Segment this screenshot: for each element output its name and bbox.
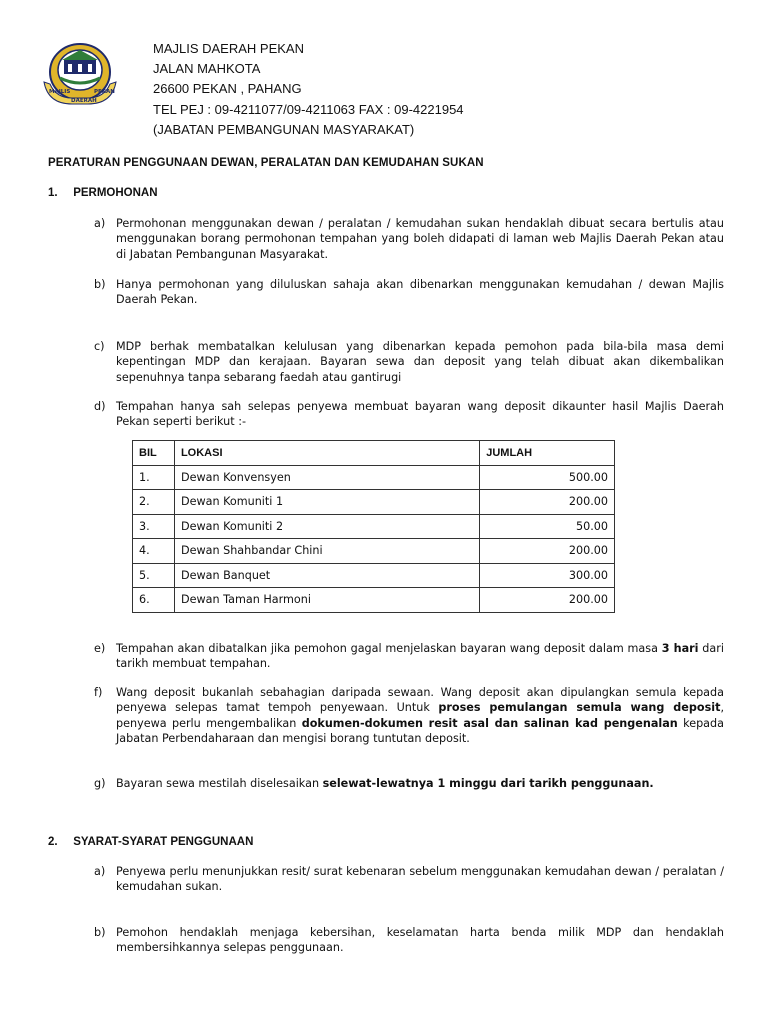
cell-bil: 3. [133, 514, 175, 539]
clause-text: Pemohon hendaklah menjaga kebersihan, keselamatan harta benda milik MDP dan hendaklah membersihkannya selepas penggunaan. [116, 926, 724, 955]
cell-lokasi: Dewan Shahbandar Chini [174, 539, 479, 564]
cell-jumlah: 200.00 [480, 588, 615, 613]
cell-jumlah: 200.00 [480, 539, 615, 564]
clause-label: g) [94, 777, 106, 790]
clause-1d [94, 399, 724, 430]
clause-label: a) [94, 217, 106, 230]
header-department: (JABATAN PEMBANGUNAN MASYARAKAT) [153, 121, 415, 137]
cell-lokasi: Dewan Komuniti 2 [174, 514, 479, 539]
table-row [133, 514, 615, 539]
clause-label: c) [94, 340, 105, 353]
table-row [133, 539, 615, 564]
section-1-title: PERMOHONAN [73, 187, 158, 199]
clause-label: b) [94, 278, 106, 291]
cell-bil: 6. [133, 588, 175, 613]
clause-label: d) [94, 400, 106, 413]
letterhead-address [153, 39, 464, 140]
clause-1a [94, 216, 724, 262]
clause-text [116, 685, 724, 747]
cell-lokasi: Dewan Komuniti 1 [174, 490, 479, 515]
clause-label: f) [94, 686, 103, 699]
clause-text-bold: dokumen-dokumen resit asal dan salinan kad pengenalan [301, 716, 678, 730]
clause-1f [94, 685, 724, 747]
clause-1b [94, 277, 724, 308]
clause-text-part: kepada Jabatan Perbendaharaan dan mengisi borang tuntutan deposit. [116, 716, 724, 746]
cell-jumlah: 500.00 [480, 465, 615, 490]
header-street: JALAN MAHKOTA [153, 61, 261, 77]
cell-bil: 1. [133, 465, 175, 490]
clause-text-bold: 3 hari [661, 642, 699, 655]
document-title: PERATURAN PENGGUNAAN DEWAN, PERALATAN DAN KEMUDAHAN SUKAN [48, 157, 484, 169]
table-row [133, 490, 615, 515]
clause-text-bold: proses pemulangan semula wang deposit [438, 701, 721, 715]
clause-label: e) [94, 642, 106, 655]
cell-bil: 2. [133, 490, 175, 515]
clause-label: a) [94, 865, 106, 878]
clause-text: Hanya permohonan yang diluluskan sahaja akan dibenarkan menggunakan kemudahan / dewan Majlis Daerah Pekan. [116, 278, 724, 307]
header-jumlah: JUMLAH [480, 441, 615, 466]
table-header-row [133, 441, 615, 466]
table-row [133, 563, 615, 588]
section-1-number: 1. [48, 187, 58, 199]
clause-text-part: Tempahan akan dibatalkan jika pemohon gagal menjelaskan bayaran wang deposit dalam masa [116, 642, 662, 655]
clause-text: Tempahan hanya sah selepas penyewa membuat bayaran wang deposit dikaunter hasil Majlis Daerah Pekan seperti berikut :- [116, 400, 724, 429]
clause-2b [94, 925, 724, 956]
clause-text-part: Bayaran sewa mestilah diselesaikan [116, 777, 323, 790]
header-lokasi: LOKASI [174, 441, 479, 466]
section-2-number: 2. [48, 836, 58, 848]
clause-text: MDP berhak membatalkan kelulusan yang dibenarkan kepada pemohon pada bila-bila masa demi kepentingan MDP dan kerajaan. Bayaran sewa dan deposit yang telah dibuat akan dikembalikan sepenuhnya tanpa sebarang faedah atau gantirugi [116, 340, 724, 384]
header-bil: BIL [133, 441, 175, 466]
crest-text-daerah: DAERAH [71, 98, 97, 104]
section-1-heading [48, 187, 158, 199]
clause-1e [94, 641, 724, 672]
clause-label: b) [94, 926, 106, 939]
section-2-title: SYARAT-SYARAT PENGGUNAAN [73, 836, 254, 848]
clause-text-part: , penyewa perlu mengembalikan [116, 701, 724, 730]
cell-lokasi: Dewan Taman Harmoni [174, 588, 479, 613]
crest-text-pekan: PEKAN [94, 89, 115, 95]
cell-jumlah: 300.00 [480, 563, 615, 588]
header-postcode-city: 26600 PEKAN , PAHANG [153, 81, 302, 97]
clause-text: Permohonan menggunakan dewan / peralatan / kemudahan sukan hendaklah dibuat secara bertulis atau menggunakan borang permohonan tempahan yang boleh didapati di laman web Majlis Daerah Pekan atau di Jabatan Pembangunan Masyarakat. [116, 217, 724, 261]
cell-bil: 5. [133, 563, 175, 588]
cell-jumlah: 50.00 [480, 514, 615, 539]
clause-2a [94, 864, 724, 895]
clause-text [116, 641, 724, 672]
clause-text-bold: selewat-lewatnya 1 minggu dari tarikh penggunaan. [322, 777, 654, 790]
header-org-name: MAJLIS DAERAH PEKAN [153, 41, 304, 56]
deposit-table [132, 440, 615, 613]
clause-1g [94, 776, 724, 791]
section-2-heading [48, 836, 253, 848]
cell-bil: 4. [133, 539, 175, 564]
cell-jumlah: 200.00 [480, 490, 615, 515]
header-phone-fax: TEL PEJ : 09-4211077/09-4211063 FAX : 09-4221954 [153, 101, 464, 117]
clause-text-part: Wang deposit bukanlah sebahagian daripada sewaan. Wang deposit akan dipulangkan semula kepada penyewa selepas tamat tempoh penyewaan. Untuk [116, 686, 724, 715]
majlis-daerah-pekan-crest-logo [42, 40, 118, 108]
cell-lokasi: Dewan Banquet [174, 563, 479, 588]
clause-1c [94, 339, 724, 385]
clause-text: Penyewa perlu menunjukkan resit/ surat kebenaran sebelum menggunakan kemudahan dewan / peralatan / kemudahan sukan. [116, 865, 724, 894]
cell-lokasi: Dewan Konvensyen [174, 465, 479, 490]
crest-text-majlis: MAJLIS [49, 89, 71, 95]
table-row [133, 465, 615, 490]
clause-text-part: dari tarikh membuat tempahan. [116, 642, 724, 671]
clause-text [116, 776, 724, 791]
table-row [133, 588, 615, 613]
